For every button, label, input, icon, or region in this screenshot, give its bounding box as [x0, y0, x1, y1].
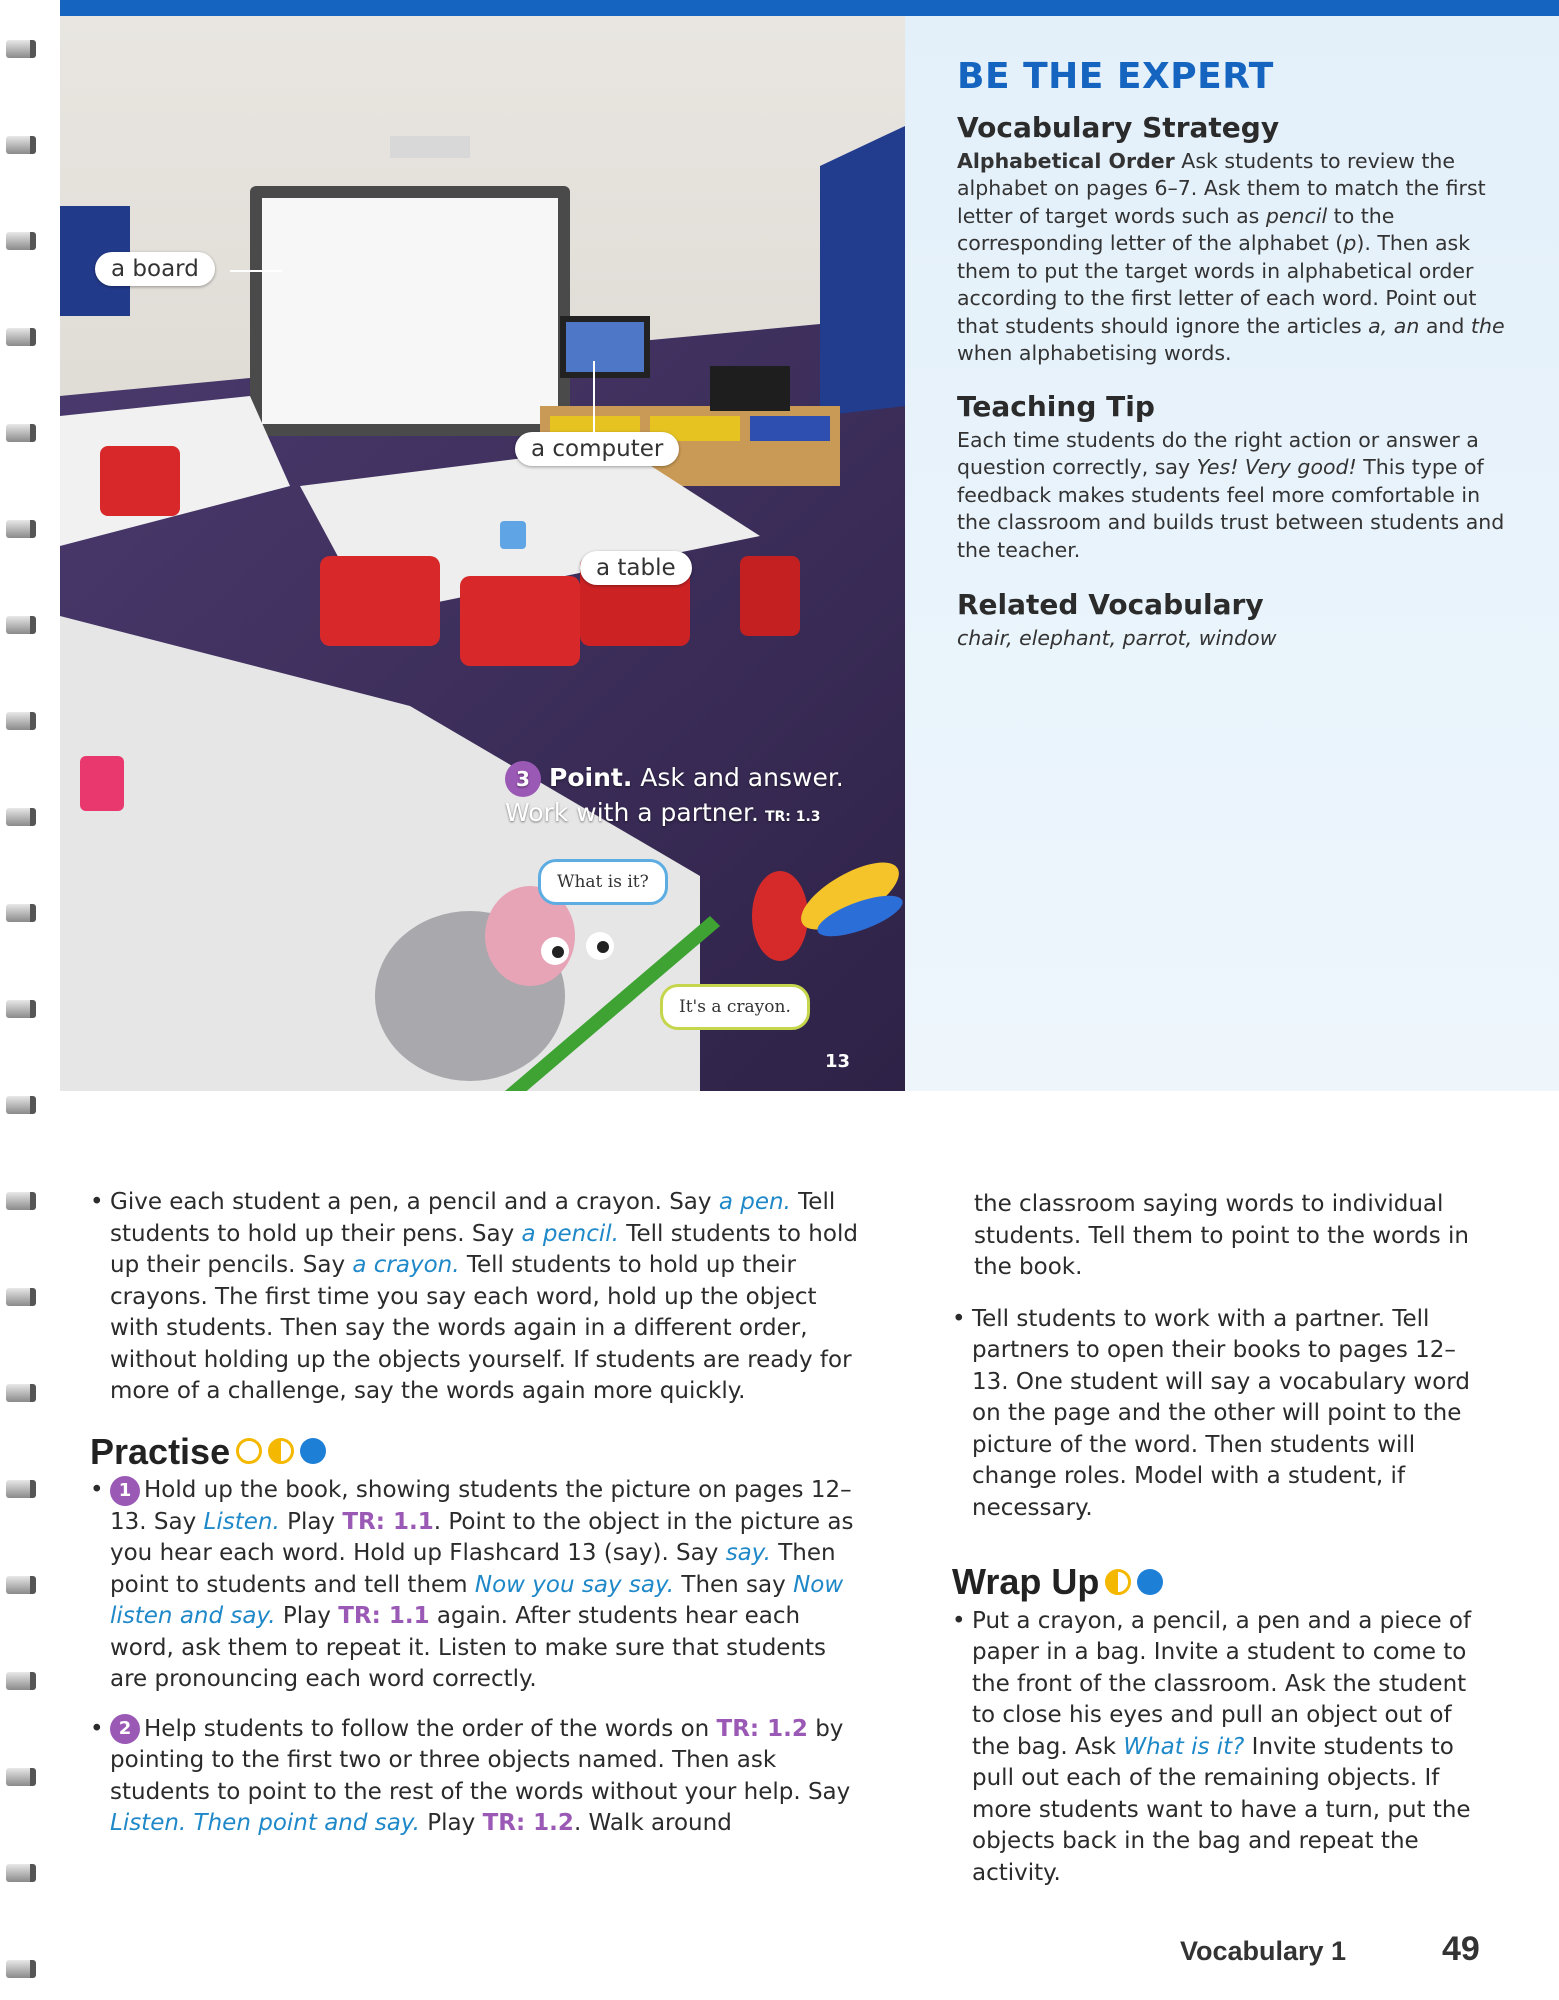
- activity-instruction: [505, 761, 905, 833]
- label-table: a table: [580, 551, 692, 585]
- vocabulary-strategy-lead: Alphabetical Order: [957, 148, 1175, 173]
- teaching-tip-text: Each time students do the right action or answer a question correctly, say Yes! Very good! This type of feedback makes students feel more comfortable in the classroom and builds trust between students and the teacher.: [957, 427, 1505, 562]
- spiral-ring: [6, 1384, 36, 1402]
- practise-item-2-number: 2: [110, 1714, 140, 1744]
- spiral-ring: [6, 1192, 36, 1210]
- footer-page-number: 49: [1442, 1930, 1480, 1968]
- speech-bubble-question: What is it?: [538, 859, 668, 905]
- speech-bubble-answer: It's a crayon.: [660, 984, 810, 1030]
- vocabulary-strategy-section: [957, 111, 1517, 368]
- related-vocabulary-words: chair, elephant, parrot, window: [957, 625, 1277, 650]
- wrap-up-heading: [952, 1561, 1492, 1602]
- teaching-tip-title: Teaching Tip: [957, 390, 1155, 423]
- activity-line2: Work with a partner.: [505, 798, 759, 827]
- activity-line1: Ask and answer.: [632, 763, 844, 792]
- level-full-circle-icon: [1137, 1569, 1163, 1595]
- spiral-ring: [6, 616, 36, 634]
- spiral-ring: [6, 1480, 36, 1498]
- spiral-ring: [6, 520, 36, 538]
- be-the-expert-panel: [905, 16, 1559, 1091]
- spiral-ring: [6, 1288, 36, 1306]
- spiral-ring: [6, 1000, 36, 1018]
- activity-number: 3: [505, 761, 541, 797]
- level-half-circle-icon: [268, 1438, 294, 1464]
- intro-paragraph: • Give each student a pen, a pencil and a crayon. Say a pen. Tell students to hold up their pens. Say a pencil. Tell students to hold up their pencils. Say a crayon. Tell students to hold up their crayons. The first time you say each word, hold up the object with students. Then say the words again in a different order, without holding up the objects yourself. If students are ready for more of a challenge, say the words again more quickly.: [90, 1187, 860, 1408]
- related-vocabulary-section: [957, 588, 1517, 652]
- wrap-up-title: Wrap Up: [952, 1561, 1100, 1602]
- spiral-ring: [6, 1960, 36, 1978]
- wrap-up-paragraph: • Put a crayon, a pencil, a pen and a piece of paper in a bag. Invite a student to come to the front of the classroom. Ask the student to close his eyes and pull an object out of the bag. Ask What is it? Invite students to pull out each of the remaining objects. If more students want to have a turn, put the objects back in the bag and repeat the activity.: [952, 1606, 1492, 1890]
- partner-paragraph: • Tell students to work with a partner. Tell partners to open their books to pages 12–13. One student will say a vocabulary word on the page and the other will point to the picture of the word. Then students will change roles. Model with a student, if necessary.: [952, 1304, 1492, 1525]
- teaching-tip-section: [957, 390, 1517, 564]
- spiral-ring: [6, 904, 36, 922]
- expert-heading: BE THE EXPERT: [957, 56, 1274, 97]
- spiral-ring: [6, 136, 36, 154]
- practise-item-1-number: 1: [110, 1476, 140, 1506]
- spiral-ring: [6, 1096, 36, 1114]
- student-page-image: [60, 16, 905, 1091]
- spiral-ring: [6, 1576, 36, 1594]
- student-page-number: 13: [825, 1051, 851, 1072]
- spiral-ring: [6, 424, 36, 442]
- left-column: [90, 1187, 860, 1840]
- spiral-ring: [6, 328, 36, 346]
- spiral-ring: [6, 232, 36, 250]
- continued-paragraph: the classroom saying words to individual students. Tell them to point to the words in the book.: [974, 1191, 1469, 1280]
- practise-title: Practise: [90, 1430, 231, 1472]
- spiral-binding: [0, 0, 40, 2000]
- spiral-ring: [6, 808, 36, 826]
- label-board: a board: [95, 252, 215, 286]
- practise-item-1: • 1 Hold up the book, showing students the picture on pages 12–13. Say Listen. Play TR: 1.1. Point to the object in the picture as you hear each word. Hold up Flashcard 13 (say). Say say. Then point to students and tell them Now you say say. Then say Now listen and say. Play TR: 1.1 again. After students hear each word, ask them to repeat it. Listen to make sure that students are pronouncing each word correctly.: [90, 1475, 860, 1696]
- level-empty-circle-icon: [236, 1438, 262, 1464]
- activity-title: Point.: [549, 763, 633, 792]
- label-computer: a computer: [515, 432, 679, 466]
- label-board-pointer: [230, 270, 282, 272]
- spiral-ring: [6, 1768, 36, 1786]
- activity-track: TR: 1.3: [764, 809, 821, 825]
- spiral-ring: [6, 1864, 36, 1882]
- spiral-ring: [6, 40, 36, 58]
- top-color-bar: [60, 0, 1559, 16]
- vocabulary-strategy-text: Alphabetical Order Ask students to review the alphabet on pages 6–7. Ask them to match the first letter of target words such as pencil to the corresponding letter of the alphabet (p). Then ask them to put the target words in alphabetical order according to the first letter of each word. Point out that students should ignore the articles a, an and the when alphabetising words.: [957, 148, 1505, 365]
- level-full-circle-icon: [300, 1438, 326, 1464]
- spiral-ring: [6, 712, 36, 730]
- footer-section-name: Vocabulary 1: [1180, 1936, 1347, 1966]
- related-vocabulary-title: Related Vocabulary: [957, 588, 1264, 621]
- spiral-ring: [6, 1672, 36, 1690]
- level-half-circle-icon: [1105, 1569, 1131, 1595]
- vocabulary-strategy-title: Vocabulary Strategy: [957, 111, 1280, 144]
- practise-item-2: • 2 Help students to follow the order of the words on TR: 1.2 by pointing to the first two or three objects named. Then ask students to point to the rest of the words without your help. Say Listen. Then point and say. Play TR: 1.2. Walk around: [90, 1714, 860, 1840]
- classroom-illustration: [60, 16, 905, 1091]
- right-column: [952, 1189, 1492, 1889]
- practise-heading: [90, 1430, 860, 1472]
- label-computer-pointer: [593, 361, 595, 433]
